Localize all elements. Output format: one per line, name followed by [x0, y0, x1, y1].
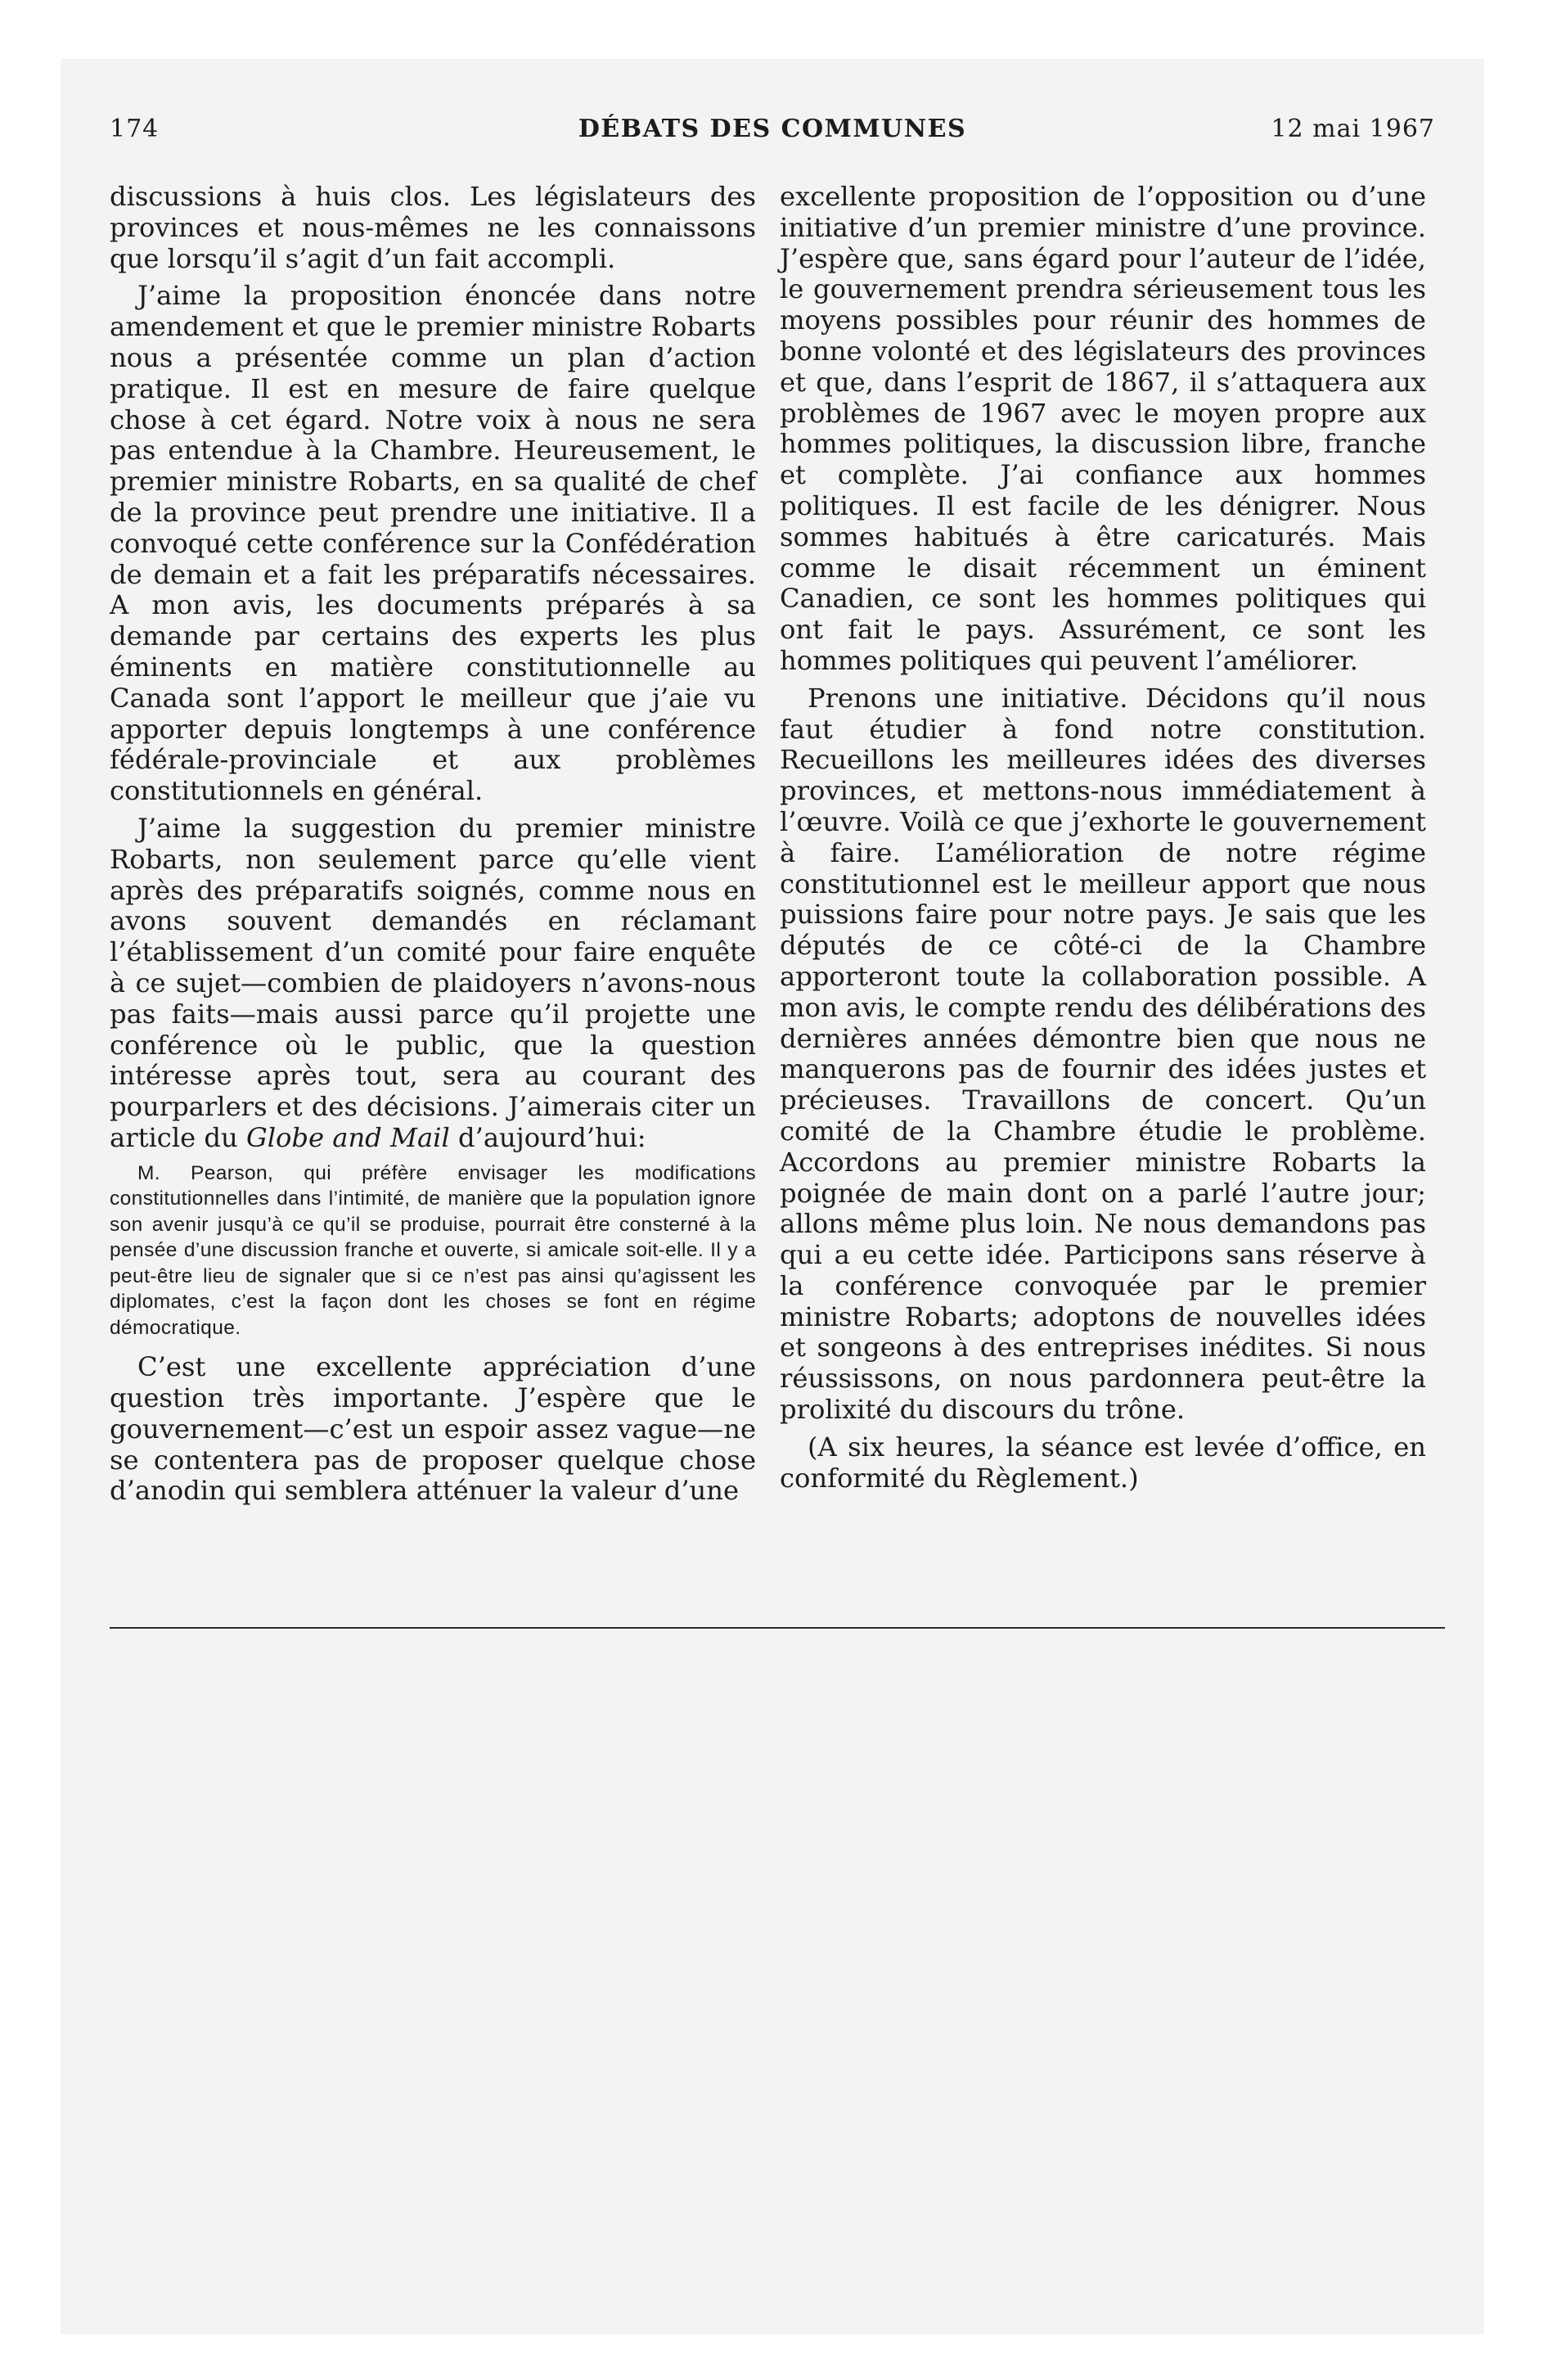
left-paragraph-2: J’aime la proposition énoncée dans notre amendement et que le premier ministre Robarts nous a présentée comme un plan d’action pratique. Il est en mesure de faire quelque chose à cet égard. Notre voix à nous ne sera pas entendue à la Chambre. Heureusement, le premier ministre Robarts, en sa qualité de chef de la province peut prendre une initiative. Il a convoqué cette conférence sur la Confédération de demain et a fait les préparatifs nécessaires. A mon avis, les documents préparés à sa demande par certains des experts les plus éminents en matière constitutionnelle au Canada sont l’apport le meilleur que j’aie vu apporter depuis longtemps à une conférence fédérale-provinciale et aux problèmes constitutionnels en général.: [110, 280, 756, 807]
left-paragraph-3-end: d’aujourd’hui:: [449, 1121, 646, 1153]
left-paragraph-1: discussions à huis clos. Les législateurs des provinces et nous-mêmes ne les connaissons que lorsqu’il s’agit d’un fait accompli.: [110, 181, 756, 274]
right-column: [780, 182, 1426, 1500]
quotation-block: M. Pearson, qui préfère envisager les modifications constitutionnelles dans l’intimité, de manière que la population ignore son avenir jusqu’à ce qu’il se produise, pourrait être consterné à la pensée d’une discussion franche et ouverte, si amicale soit-elle. Il y a peut-être lieu de signaler que si ce n’est pas ainsi qu’agissent les diplomates, c’est la façon dont les choses se font en régime démocratique.: [110, 1161, 756, 1339]
adjournment-note: (A six heures, la séance est levée d’office, en conformité du Règlement.): [780, 1431, 1426, 1494]
right-paragraph-2: Prenons une initiative. Décidons qu’il nous faut étudier à fond notre constitution. Recueillons les meilleures idées des diverses provinces, et mettons-nous immédiatement à l’œuvre. Voilà ce que j’exhorte le gouvernement à faire. L’amélioration de notre régime constitutionnel est le meilleur apport que nous puissions faire pour notre pays. Je sais que les députés de ce côté-ci de la Chambre apporteront toute la collaboration possible. A mon avis, le compte rendu des délibérations des dernières années démontre bien que nous ne manquerons pas de fournir des idées justes et précieuses. Travaillons de concert. Qu’un comité de la Chambre étudie le problème. Accordons au premier ministre Robarts la poignée de main dont on a parlé l’autre jour; allons même plus loin. Ne nous demandons pas qui a eu cette idée. Participons sans réserve à la conférence convoquée par le premier ministre Robarts; adoptons de nouvelles idées et songeons à des entreprises inédites. Si nous réussissons, on nous pardonnera peut-être la prolixité du discours du trône.: [780, 682, 1426, 1426]
section-divider: [110, 1627, 1445, 1629]
newspaper-title: Globe and Mail: [245, 1121, 450, 1153]
page-header: [110, 115, 1435, 151]
left-column: [110, 182, 756, 1513]
left-paragraph-4: C’est une excellente appréciation d’une question très importante. J’espère que le gouvernement—c’est un espoir assez vague—ne se contentera pas de proposer quelque chose d’anodin qui semblera atténuer la valeur d’une: [110, 1351, 756, 1507]
running-title: DÉBATS DES COMMUNES: [578, 115, 967, 143]
page-date: 12 mai 1967: [1271, 115, 1435, 143]
page-number: 174: [110, 115, 160, 143]
left-paragraph-3: [110, 814, 756, 1154]
right-paragraph-1: excellente proposition de l’opposition ou d’une initiative d’un premier ministre d’une province. J’espère que, sans égard pour l’auteur de l’idée, le gouvernement prendra sérieusement tous les moyens possibles pour réunir des hommes de bonne volonté et des législateurs des provinces et que, dans l’esprit de 1867, il s’attaquera aux problèmes de 1967 avec le moyen propre aux hommes politiques, la discussion libre, franche et complète. J’ai confiance aux hommes politiques. Il est facile de les dénigrer. Nous sommes habitués à être caricaturés. Mais comme le disait récemment un éminent Canadien, ce sont les hommes politiques qui ont fait le pays. Assurément, ce sont les hommes politiques qui peuvent l’améliorer.: [780, 181, 1426, 676]
left-paragraph-3-text: J’aime la suggestion du premier ministre Robarts, non seulement parce qu’elle vient après des préparatifs soignés, comme nous en avons souvent demandés en réclamant l’établissement d’un comité pour faire enquête à ce sujet—combien de plaidoyers n’avons-nous pas faits—mais aussi parce qu’il projette une conférence où le public, que la question intéresse après tout, sera au courant des pourparlers et des décisions. J’aimerais citer un article du: [110, 812, 756, 1153]
